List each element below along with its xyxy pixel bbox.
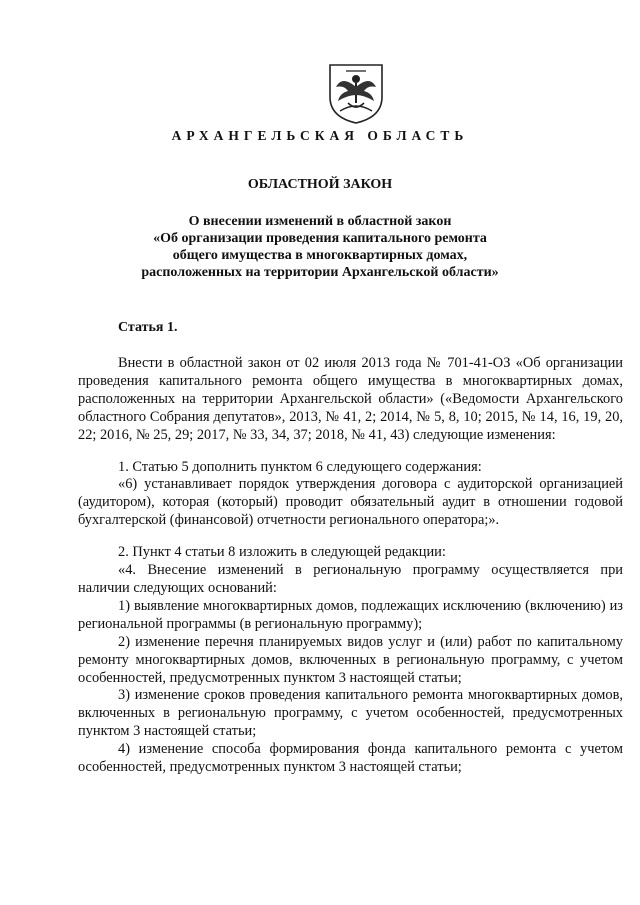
article-intro-paragraph: Внести в областной закон от 02 июля 2013 года № 701-41-ОЗ «Об организации проведения капитального ремонта общего имущества в многоквартирных домах, расположенных на территории Архангельской области» («Ведомости Архангельского областного Собрания депутатов», 2013, № 41, 2; 2014, № 5, 8, 10; 2015, № 14, 16, 19, 20, 22; 2016, № 25, 29; 2017, № 33, 34, 37; 2018, № 41, 43) следующие изменения: [78,355,623,443]
article-body [78,355,623,777]
law-title-line: «Об организации проведения капитального ремонта [153,231,487,246]
amendment-item-1-text: «6) устанавливает порядок утверждения договора с аудиторской организацией (аудитором), которая (который) проводит обязательный аудит в отношении годовой бухгалтерской (финансовой) отчетности регионального оператора;». [78,476,623,529]
subitem-1: 1) выявление многоквартирных домов, подлежащих исключению (включению) из региональной программы (в региональную программу); [78,597,623,632]
amendment-item-2-text: «4. Внесение изменений в региональную программу осуществляется при наличии следующих оснований: [78,562,623,596]
amendment-item-1: 1. Статью 5 дополнить пунктом 6 следующего содержания: [118,458,482,475]
law-title [60,213,580,281]
law-title-line: общего имущества в многоквартирных домах, [172,248,468,263]
law-title-line: расположенных на территории Архангельской области» [141,265,499,280]
subitem-3: 3) изменение сроков проведения капитального ремонта многоквартирных домов, включенных в региональную программу, с учетом особенностей, предусмотренных пунктом 3 настоящей статьи; [78,687,623,740]
document-type: ОБЛАСТНОЙ ЗАКОН [247,177,393,192]
amendment-item-2: 2. Пункт 4 статьи 8 изложить в следующей редакции: [118,544,446,561]
coat-of-arms-emblem [326,61,386,125]
region-name: АРХАНГЕЛЬСКАЯ ОБЛАСТЬ [171,128,469,143]
subitem-4: 4) изменение способа формирования фонда капитального ремонта с учетом особенностей, предусмотренных пунктом 3 настоящей статьи; [78,741,623,776]
article-heading: Статья 1. [118,320,178,335]
subitem-2: 2) изменение перечня планируемых видов услуг и (или) работ по капитальному ремонту многоквартирных домов, включенных в региональную программу, с учетом особенностей, предусмотренных пунктом 3 настоящей статьи; [78,633,623,686]
law-title-line: О внесении изменений в областной закон [188,214,452,229]
